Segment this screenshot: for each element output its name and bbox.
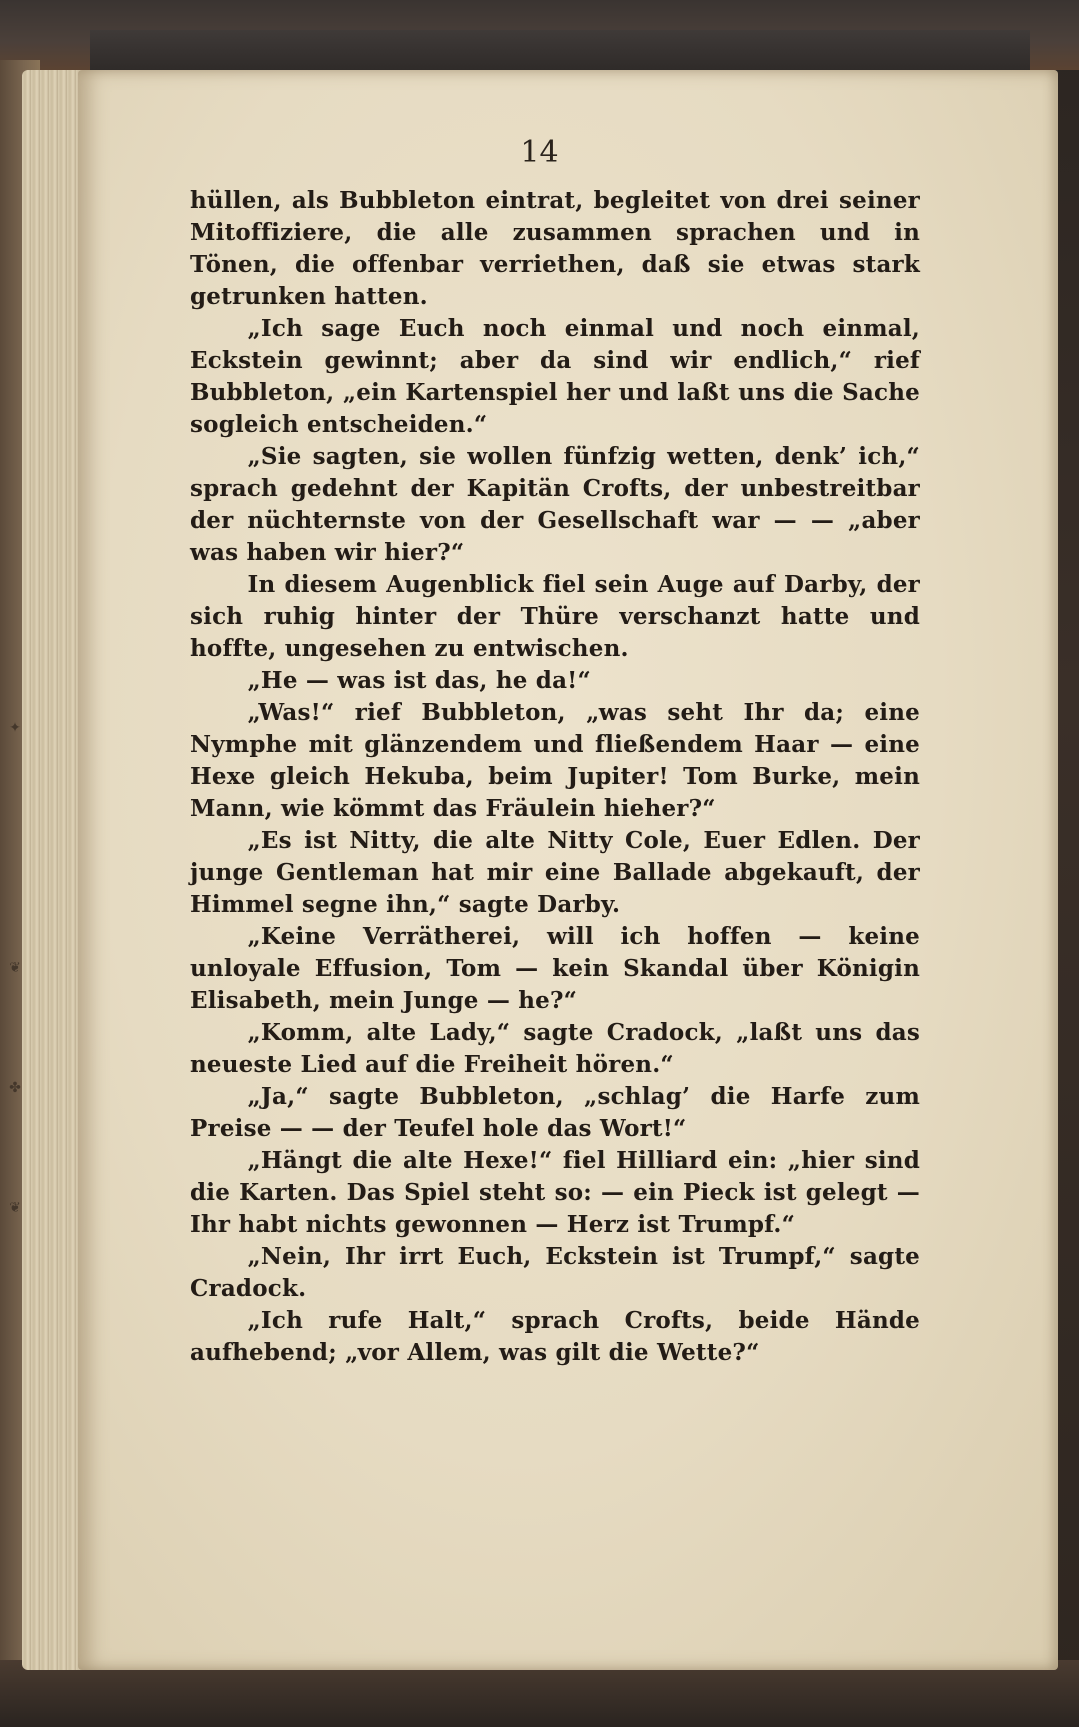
page-number: 14 (520, 135, 559, 170)
paragraph: „Ja,“ sagte Bubbleton, „schlag’ die Harfe zum Preise — — der Teufel hole das Wort!“ (190, 1083, 920, 1142)
spine-ornament-icon: ❦ (9, 960, 21, 976)
paragraph: „Was!“ rief Bubbleton, „was seht Ihr da; eine Nymphe mit glänzendem und fließendem Haar — eine Hexe gleich Hekuba, beim Jupiter! Tom Burke, mein Mann, wie kömmt das Fräulein hieher?“ (190, 699, 920, 822)
paragraph: „Es ist Nitty, die alte Nitty Cole, Euer Edlen. Der junge Gentleman hat mir eine Ballade abgekauft, der Himmel segne ihn,“ sagte Darby. (190, 827, 920, 918)
paragraph: „Sie sagten, sie wollen fünfzig wetten, denk’ ich,“ sprach gedehnt der Kapitän Crofts, der unbestreitbar der nüchternste von der Gesellschaft war — — „aber was haben wir hier?“ (190, 443, 920, 566)
spine-ornament-icon: ✤ (9, 1080, 21, 1096)
paragraph: „Keine Verrätherei, will ich hoffen — keine unloyale Effusion, Tom — kein Skandal über Königin Elisabeth, mein Junge — he?“ (190, 923, 920, 1014)
paragraph: „Ich rufe Halt,“ sprach Crofts, beide Hände aufhebend; „vor Allem, was gilt die Wette?“ (190, 1307, 920, 1366)
paragraph: „Nein, Ihr irrt Euch, Eckstein ist Trumpf,“ sagte Cradock. (190, 1243, 920, 1302)
paragraph: hüllen, als Bubbleton eintrat, begleitet von drei seiner Mitoffiziere, die alle zusammen sprachen und in Tönen, die offenbar verriethen, daß sie etwas stark getrunken hatten. (190, 187, 920, 310)
paragraph: „Ich sage Euch noch einmal und noch einmal, Eckstein gewinnt; aber da sind wir endlich,“ rief Bubbleton, „ein Kartenspiel her und laßt uns die Sache sogleich entscheiden.“ (190, 315, 920, 438)
paragraph: „He — was ist das, he da!“ (247, 667, 591, 694)
paragraph: „Hängt die alte Hexe!“ fiel Hilliard ein: „hier sind die Karten. Das Spiel steht so: — ein Pieck ist gelegt — Ihr habt nichts gewonnen — Herz ist Trumpf.“ (190, 1147, 920, 1238)
spine-ornament-icon: ❦ (9, 1200, 21, 1216)
paragraph: „Komm, alte Lady,“ sagte Cradock, „laßt uns das neueste Lied auf die Freiheit hören.“ (190, 1019, 920, 1078)
spine-ornament-icon: ✦ (9, 720, 21, 736)
book-cover-bottom (0, 1660, 1079, 1727)
body-text (190, 185, 920, 1369)
paragraph: In diesem Augenblick fiel sein Auge auf Darby, der sich ruhig hinter der Thüre verschanzt hatte und hoffte, ungesehen zu entwischen. (190, 571, 920, 662)
book-cover-strap (90, 30, 1030, 72)
